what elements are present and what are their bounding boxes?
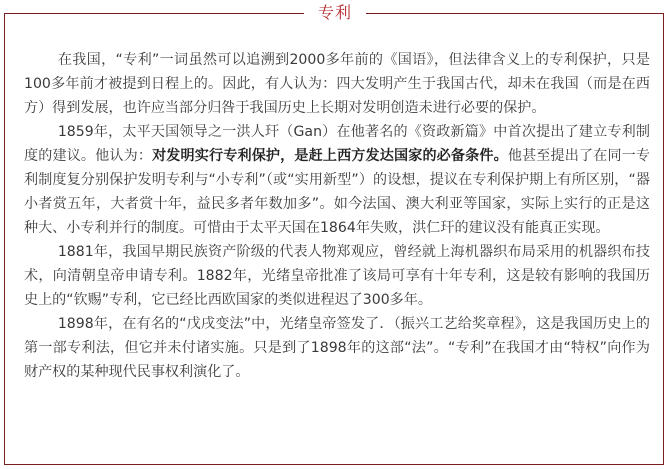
paragraph-1: 在我国，“专利”一词虽然可以追溯到2000多年前的《国语》，但法律含义上的专利保护，只是100多年前才被提到日程上的。因此，有人认为：四大发明产生于我国古代，却未在我国（而是在西方）得到发展，也许应当部分归咎于我国历史上长期对发明创造未进行必要的保护。 <box>24 52 650 116</box>
paragraph-2-text-before: 1859年，太平天国领导之一洪人玕（Gan）在他著名的《资政新篇》中首次提出了建立专利制度的建议。他认为： <box>24 124 650 164</box>
document-title: 专利 <box>304 2 366 24</box>
paragraph-2-bold-quote: 对发明实行专利保护，是赶上西方发达国家的必备条件。 <box>152 148 508 164</box>
document-body <box>24 48 650 384</box>
paragraph-3: 1881年，我国早期民族资产阶级的代表人物郑观应，曾经就上海机器织布局采用的机器织布技术，向清朝皇帝申请专利。1882年，光绪皇帝批准了该局可享有十年专利，这是较有影响的我国历史上的“钦赐”专利，它已经比西欧国家的类似进程迟了300多年。 <box>24 244 650 308</box>
paragraph-2-text-after: 他甚至提出了在同一专利制度复分别保护发明专利与“小专利”（或“实用新型”）的设想，提议在专利保护期上有所区别，“器小者赏五年，大者赏十年，益民多者年数加多”。如今法国、澳大利亚等国家，实际上实行的正是这种大、小专利并行的制度。可惜由于太平天国在1864年失败，洪仁玕的建议没有能真正实现。 <box>24 148 651 236</box>
title-bar <box>0 0 670 28</box>
paragraph-4: 1898年，在有名的“戊戌变法”中，光绪皇帝签发了．（振兴工艺给奖章程》，这是我国历史上的第一部专利法，但它并未付诸实施。只是到了1898年的这部“法”。“专利”在我国才由“特权”向作为财产权的某种现代民事权利演化了。 <box>24 316 650 380</box>
paragraph-2 <box>24 120 650 240</box>
